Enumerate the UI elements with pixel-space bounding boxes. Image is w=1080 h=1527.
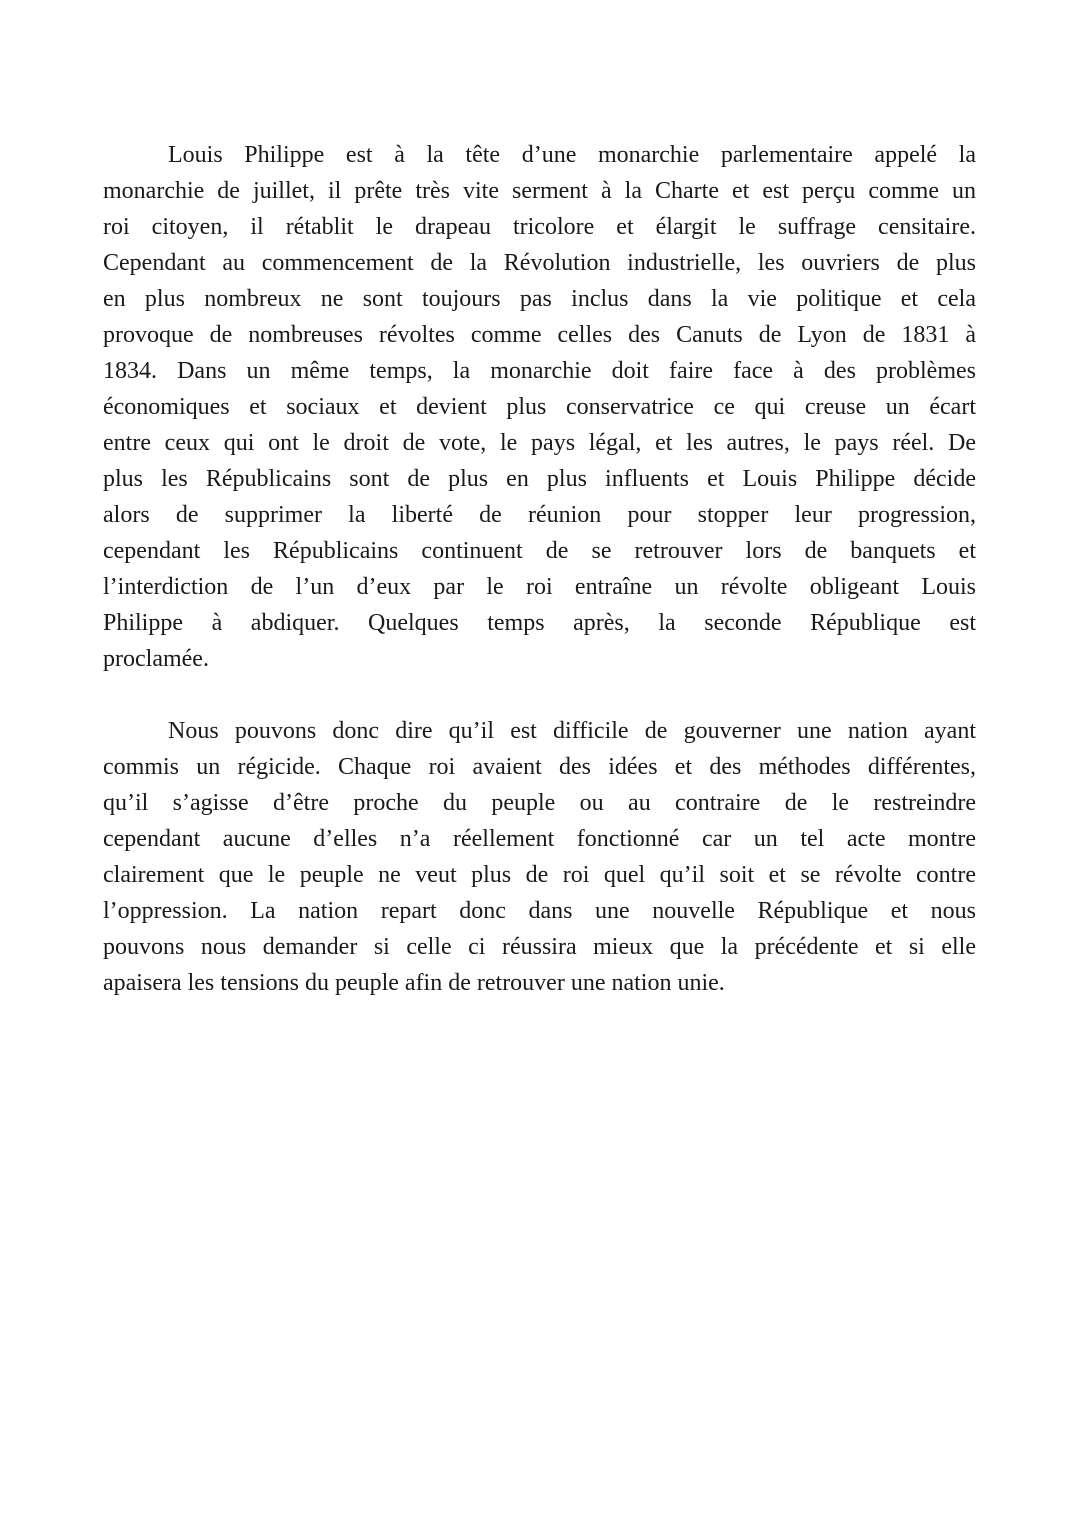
text-line: plus les Républicains sont de plus en plus influents et Louis Philippe décide bbox=[103, 466, 976, 492]
text-line: pouvons nous demander si celle ci réussira mieux que la précédente et si elle bbox=[103, 934, 976, 960]
text-line: Cependant au commencement de la Révolution industrielle, les ouvriers de plus bbox=[103, 250, 976, 276]
text-line: commis un régicide. Chaque roi avaient des idées et des méthodes différentes, bbox=[103, 754, 976, 780]
text-line: apaisera les tensions du peuple afin de retrouver une nation unie. bbox=[103, 970, 725, 996]
text-line: monarchie de juillet, il prête très vite serment à la Charte et est perçu comme un bbox=[103, 178, 976, 204]
text-line: 1834. Dans un même temps, la monarchie doit faire face à des problèmes bbox=[103, 358, 976, 384]
text-line: entre ceux qui ont le droit de vote, le pays légal, et les autres, le pays réel. De bbox=[103, 430, 976, 456]
paragraph bbox=[103, 137, 976, 677]
text-line: provoque de nombreuses révoltes comme celles des Canuts de Lyon de 1831 à bbox=[103, 322, 976, 348]
text-line: qu’il s’agisse d’être proche du peuple ou au contraire de le restreindre bbox=[103, 790, 976, 816]
text-line: économiques et sociaux et devient plus conservatrice ce qui creuse un écart bbox=[103, 394, 976, 420]
text-line: roi citoyen, il rétablit le drapeau tricolore et élargit le suffrage censitaire. bbox=[103, 214, 976, 240]
text-line: alors de supprimer la liberté de réunion pour stopper leur progression, bbox=[103, 502, 976, 528]
document-page bbox=[103, 137, 976, 1037]
text-line: clairement que le peuple ne veut plus de roi quel qu’il soit et se révolte contre bbox=[103, 862, 976, 888]
text-line: Louis Philippe est à la tête d’une monarchie parlementaire appelé la bbox=[168, 142, 976, 168]
text-line: en plus nombreux ne sont toujours pas inclus dans la vie politique et cela bbox=[103, 286, 976, 312]
text-line: proclamée. bbox=[103, 646, 209, 672]
text-line: l’oppression. La nation repart donc dans une nouvelle République et nous bbox=[103, 898, 976, 924]
paragraph bbox=[103, 713, 976, 1001]
text-line: l’interdiction de l’un d’eux par le roi entraîne un révolte obligeant Louis bbox=[103, 574, 976, 600]
text-line: cependant aucune d’elles n’a réellement fonctionné car un tel acte montre bbox=[103, 826, 976, 852]
text-line: Philippe à abdiquer. Quelques temps après, la seconde République est bbox=[103, 610, 976, 636]
text-line: cependant les Républicains continuent de se retrouver lors de banquets et bbox=[103, 538, 976, 564]
text-line: Nous pouvons donc dire qu’il est difficile de gouverner une nation ayant bbox=[168, 718, 976, 744]
